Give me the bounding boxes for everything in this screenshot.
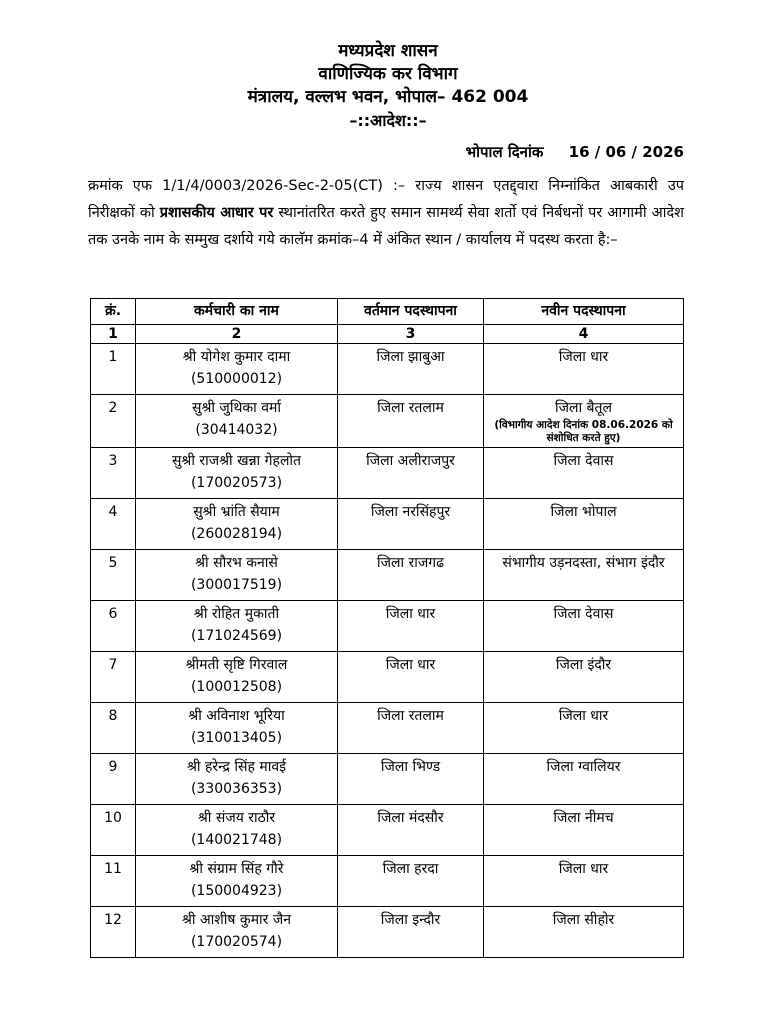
row-sno: 10 bbox=[91, 805, 136, 856]
col-number: 2 bbox=[136, 325, 338, 344]
row-current-posting: जिला नरसिंहपुर bbox=[338, 499, 484, 550]
new-posting-name: जिला भोपाल bbox=[550, 504, 617, 520]
row-current-posting: जिला अलीराजपुर bbox=[338, 448, 484, 499]
employee-code: (170020574) bbox=[190, 934, 283, 950]
row-new-posting bbox=[484, 907, 684, 958]
row-sno: 4 bbox=[91, 499, 136, 550]
new-posting-name: संभागीय उड़नदस्ता, संभाग इंदौर bbox=[502, 555, 665, 571]
new-posting-note: (विभागीय आदेश दिनांक 08.06.2026 को संशोधित करते हुए) bbox=[494, 419, 673, 444]
table-row bbox=[91, 601, 684, 652]
row-new-posting bbox=[484, 499, 684, 550]
table-row bbox=[91, 703, 684, 754]
header-new-posting: नवीन पदस्थापना bbox=[484, 299, 684, 325]
employee-code: (150004923) bbox=[190, 883, 283, 899]
order-paragraph bbox=[88, 173, 684, 254]
row-current-posting: जिला मंदसौर bbox=[338, 805, 484, 856]
employee-code: (30414032) bbox=[195, 422, 278, 438]
table-row bbox=[91, 856, 684, 907]
employee-name: श्री रोहित मुकाती bbox=[193, 606, 280, 622]
row-new-posting bbox=[484, 448, 684, 499]
row-new-posting bbox=[484, 703, 684, 754]
row-employee bbox=[136, 448, 338, 499]
header-sno: क्रं. bbox=[91, 299, 136, 325]
table-row bbox=[91, 344, 684, 395]
row-sno: 3 bbox=[91, 448, 136, 499]
row-employee bbox=[136, 395, 338, 448]
column-number-row bbox=[91, 325, 684, 344]
employee-code: (171024569) bbox=[190, 628, 283, 644]
order-text-prefix: क्रमांक एफ 1/1/4/0003/2026-Sec-2-05(CT) :– राज्य शासन एतद्द्वारा निम्नांकित आबकारी उप निरीक्षकों को bbox=[88, 178, 684, 221]
row-employee bbox=[136, 550, 338, 601]
row-sno: 2 bbox=[91, 395, 136, 448]
new-posting-name: जिला ग्वालियर bbox=[546, 759, 621, 775]
table-row bbox=[91, 754, 684, 805]
date-label: भोपाल दिनांक bbox=[465, 143, 544, 161]
col-number: 3 bbox=[338, 325, 484, 344]
row-new-posting bbox=[484, 344, 684, 395]
employee-name: श्री योगेश कुमार दामा bbox=[182, 349, 291, 365]
employee-name: श्री संजय राठौर bbox=[197, 810, 276, 826]
row-new-posting bbox=[484, 601, 684, 652]
row-new-posting bbox=[484, 856, 684, 907]
employee-name: सुश्री जुथिका वर्मा bbox=[191, 400, 282, 416]
new-posting-name: जिला देवास bbox=[553, 453, 614, 469]
new-posting-name: जिला इंदौर bbox=[555, 657, 612, 673]
new-posting-name: जिला धार bbox=[558, 861, 609, 877]
row-sno: 7 bbox=[91, 652, 136, 703]
row-employee bbox=[136, 703, 338, 754]
row-sno: 6 bbox=[91, 601, 136, 652]
new-posting-name: जिला धार bbox=[558, 349, 609, 365]
new-posting-name: जिला बैतूल bbox=[554, 400, 613, 416]
order-text-bold: प्रशासकीय आधार पर bbox=[159, 205, 274, 221]
row-current-posting: जिला भिण्ड bbox=[338, 754, 484, 805]
order-heading: –::आदेश::– bbox=[349, 111, 427, 130]
table-row bbox=[91, 448, 684, 499]
date-value: 16 / 06 / 2026 bbox=[568, 143, 684, 161]
employee-name: श्री आशीष कुमार जैन bbox=[181, 912, 292, 928]
employee-name: सुश्री राजश्री खन्ना गेहलोत bbox=[171, 453, 302, 469]
new-posting-name: जिला देवास bbox=[553, 606, 614, 622]
row-current-posting: जिला झाबुआ bbox=[338, 344, 484, 395]
employee-code: (310013405) bbox=[190, 730, 283, 746]
order-text-suffix: स्थानांतरित करते हुए समान सामर्थ्य सेवा शर्तो एवं निर्बधनों पर आगामी आदेश तक उनके नाम के सम्मुख दर्शाये गये कालॅम क्रमांक–4 में अंकित स्थान / कार्यालय में पदस्थ करता है:– bbox=[88, 205, 685, 248]
table-row bbox=[91, 395, 684, 448]
row-sno: 9 bbox=[91, 754, 136, 805]
row-current-posting: जिला धार bbox=[338, 652, 484, 703]
row-employee bbox=[136, 344, 338, 395]
employee-code: (170020573) bbox=[190, 475, 283, 491]
table-header-row bbox=[91, 299, 684, 325]
row-current-posting: जिला रतलाम bbox=[338, 703, 484, 754]
row-new-posting bbox=[484, 395, 684, 448]
row-new-posting bbox=[484, 652, 684, 703]
row-current-posting: जिला इन्दौर bbox=[338, 907, 484, 958]
employee-code: (260028194) bbox=[190, 526, 283, 542]
employee-name: श्री सौरभ कनासे bbox=[195, 555, 278, 571]
new-posting-name: जिला सीहोर bbox=[552, 912, 615, 928]
employee-name: श्री संग्राम सिंह गौरे bbox=[189, 861, 284, 877]
table-row bbox=[91, 499, 684, 550]
table-row bbox=[91, 805, 684, 856]
address-line: मंत्रालय, वल्लभ भवन, भोपाल– 462 004 bbox=[247, 87, 529, 107]
header-name: कर्मचारी का नाम bbox=[136, 299, 338, 325]
employee-code: (300017519) bbox=[190, 577, 283, 593]
letterhead bbox=[0, 40, 776, 132]
employee-name: श्रीमती सृष्टि गिरवाल bbox=[185, 657, 288, 673]
row-current-posting: जिला राजगढ bbox=[338, 550, 484, 601]
employee-name: सुश्री भ्रांति सैयाम bbox=[193, 504, 280, 520]
row-employee bbox=[136, 907, 338, 958]
employee-code: (140021748) bbox=[190, 832, 283, 848]
table-row bbox=[91, 550, 684, 601]
new-posting-name: जिला धार bbox=[558, 708, 609, 724]
row-current-posting: जिला हरदा bbox=[338, 856, 484, 907]
employee-code: (330036353) bbox=[190, 781, 283, 797]
row-new-posting bbox=[484, 805, 684, 856]
row-employee bbox=[136, 601, 338, 652]
employee-name: श्री हरेन्द्र सिंह मावई bbox=[187, 759, 286, 775]
col-number: 1 bbox=[91, 325, 136, 344]
department-name: वाणिज्यिक कर विभाग bbox=[318, 64, 458, 84]
row-sno: 8 bbox=[91, 703, 136, 754]
employee-code: (100012508) bbox=[190, 679, 283, 695]
row-current-posting: जिला धार bbox=[338, 601, 484, 652]
row-employee bbox=[136, 856, 338, 907]
header-current-posting: वर्तमान पदस्थापना bbox=[338, 299, 484, 325]
employee-code: (510000012) bbox=[190, 371, 283, 387]
transfer-table bbox=[90, 298, 684, 958]
row-current-posting: जिला रतलाम bbox=[338, 395, 484, 448]
row-new-posting bbox=[484, 550, 684, 601]
row-employee bbox=[136, 754, 338, 805]
row-employee bbox=[136, 805, 338, 856]
row-new-posting bbox=[484, 754, 684, 805]
col-number: 4 bbox=[484, 325, 684, 344]
row-sno: 1 bbox=[91, 344, 136, 395]
table-row bbox=[91, 652, 684, 703]
date-line bbox=[466, 142, 684, 162]
employee-name: श्री अविनाश भूरिया bbox=[188, 708, 285, 724]
row-sno: 5 bbox=[91, 550, 136, 601]
row-sno: 12 bbox=[91, 907, 136, 958]
govt-name: मध्यप्रदेश शासन bbox=[338, 41, 438, 61]
row-employee bbox=[136, 499, 338, 550]
new-posting-name: जिला नीमच bbox=[553, 810, 614, 826]
row-sno: 11 bbox=[91, 856, 136, 907]
table-row bbox=[91, 907, 684, 958]
row-employee bbox=[136, 652, 338, 703]
